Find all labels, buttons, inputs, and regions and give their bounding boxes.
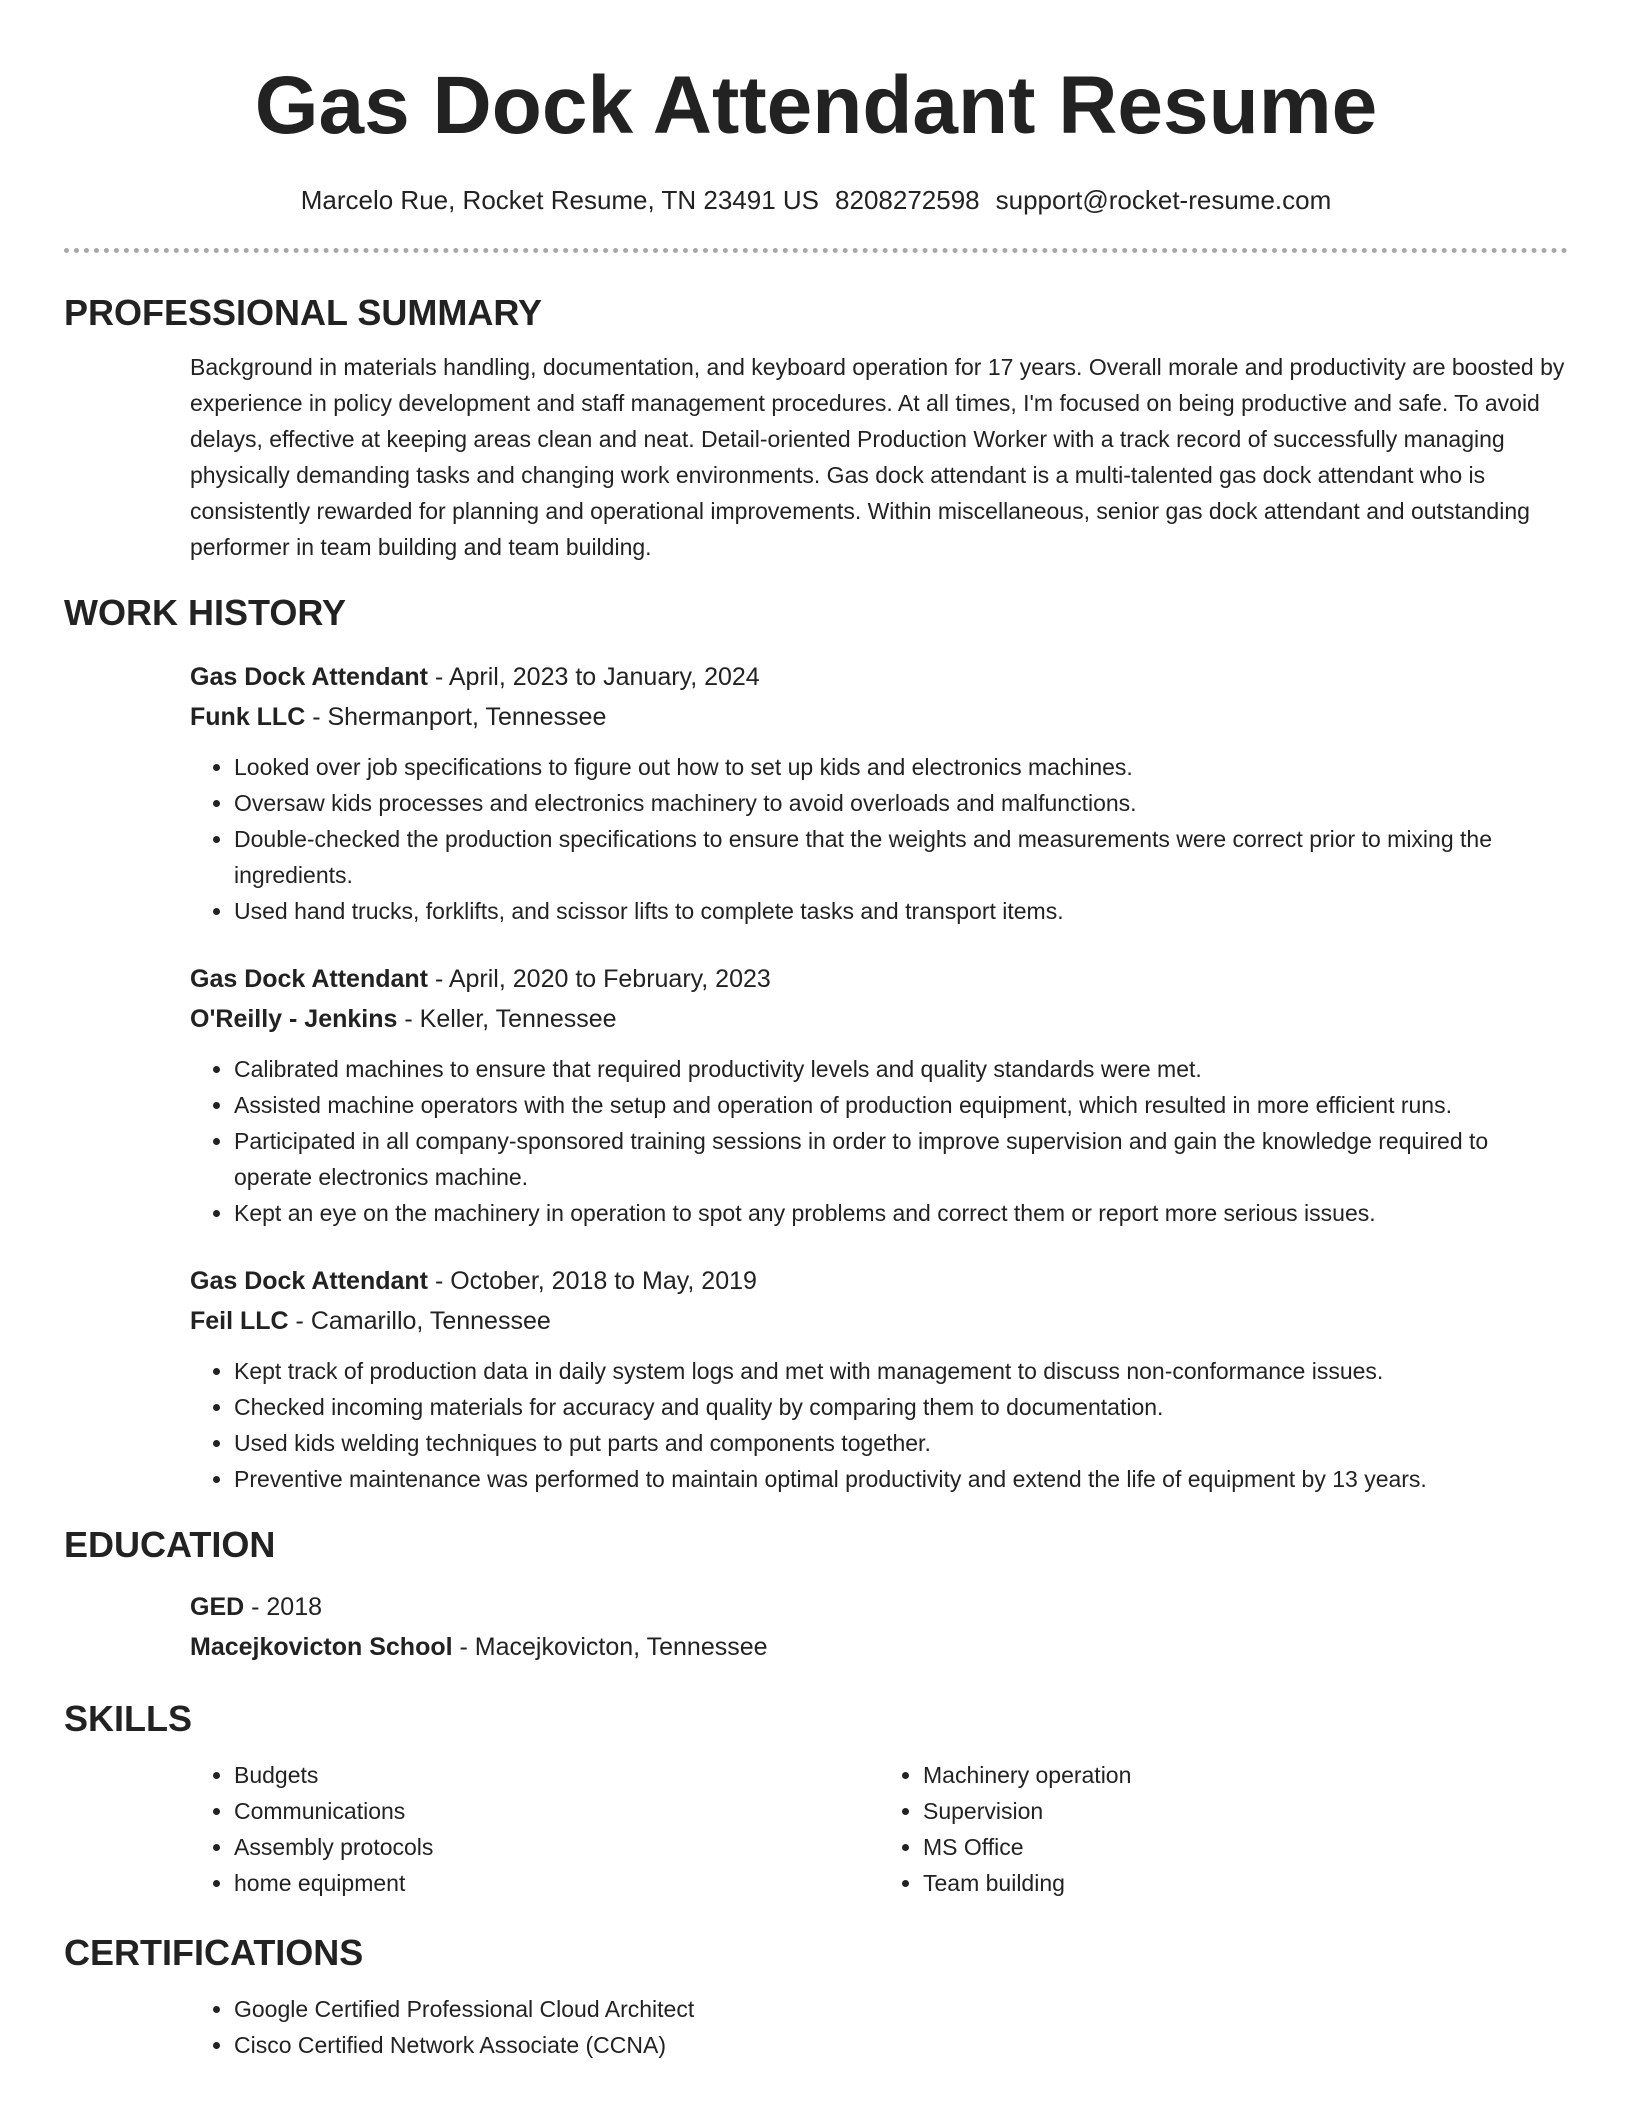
job-entry: [190, 1261, 1568, 1497]
certifications-items: [190, 1991, 1568, 2063]
list-item: • Calibrated machines to ensure that required productivity levels and quality standards were met.: [234, 1051, 1568, 1087]
job-title-line: [190, 1261, 1568, 1301]
job-company: Funk LLC: [190, 703, 306, 731]
job-bullets: [190, 749, 1568, 929]
education-heading: EDUCATION: [64, 1524, 276, 1565]
header-divider: [64, 248, 1568, 253]
list-item: • Kept track of production data in daily system logs and met with management to discuss non-conformance issues.: [234, 1353, 1568, 1389]
page-title: Gas Dock Attendant Resume: [254, 60, 1378, 151]
contact-phone: 8208272598: [835, 185, 980, 215]
list-item: • Assembly protocols: [234, 1829, 879, 1865]
list-item: • Used hand trucks, forklifts, and scissor lifts to complete tasks and transport items.: [234, 893, 1568, 929]
job-company-line: [190, 697, 1568, 737]
list-item: • Oversaw kids processes and electronics machinery to avoid overloads and malfunctions.: [234, 785, 1568, 821]
job-title: Gas Dock Attendant: [190, 663, 429, 691]
education-school-line: [190, 1627, 1568, 1667]
education-school: Macejkovicton School: [190, 1633, 453, 1661]
education-degree-line: [190, 1587, 1568, 1627]
job-location: - Camarillo, Tennessee: [288, 1307, 551, 1335]
job-entry: [190, 657, 1568, 929]
job-bullets: [190, 1353, 1568, 1497]
list-item: • Assisted machine operators with the setup and operation of production equipment, which resulted in more efficient runs.: [234, 1087, 1568, 1123]
education-year: - 2018: [244, 1593, 323, 1621]
list-item: • Looked over job specifications to figure out how to set up kids and electronics machines.: [234, 749, 1568, 785]
list-item: • Google Certified Professional Cloud Architect: [234, 1991, 1568, 2027]
skills-column-left: [190, 1757, 879, 1901]
job-company: O'Reilly - Jenkins: [190, 1005, 398, 1033]
job-company-line: [190, 999, 1568, 1039]
list-item: • Used kids welding techniques to put parts and components together.: [234, 1425, 1568, 1461]
education-location: - Macejkovicton, Tennessee: [452, 1633, 768, 1661]
job-location: - Shermanport, Tennessee: [305, 703, 607, 731]
list-item: • Kept an eye on the machinery in operation to spot any problems and correct them or report more serious issues.: [234, 1195, 1568, 1231]
job-dates: - October, 2018 to May, 2019: [428, 1267, 757, 1295]
skills-heading: SKILLS: [64, 1698, 193, 1739]
certifications-heading: CERTIFICATIONS: [64, 1932, 364, 1973]
work-history-heading: WORK HISTORY: [64, 592, 347, 633]
list-item: • Supervision: [923, 1793, 1568, 1829]
job-entry: [190, 959, 1568, 1231]
list-item: • Participated in all company-sponsored training sessions in order to improve supervision and gain the knowledge required to operate electronics machine.: [234, 1123, 1568, 1195]
list-item: • Communications: [234, 1793, 879, 1829]
certifications-list: [190, 1991, 1568, 2063]
job-title-line: [190, 959, 1568, 999]
list-item: • Cisco Certified Network Associate (CCNA): [234, 2027, 1568, 2063]
skills-list: [190, 1757, 1568, 1901]
list-item: • Preventive maintenance was performed to maintain optimal productivity and extend the life of equipment by 13 years.: [234, 1461, 1568, 1497]
contact-line: [64, 182, 1568, 218]
list-item: • Double-checked the production specifications to ensure that the weights and measurements were correct prior to mixing the ingredients.: [234, 821, 1568, 893]
list-item: • Machinery operation: [923, 1757, 1568, 1793]
list-item: • home equipment: [234, 1865, 879, 1901]
job-dates: - April, 2023 to January, 2024: [428, 663, 760, 691]
education-entry: [190, 1587, 1568, 1667]
education-degree: GED: [190, 1593, 245, 1621]
job-title: Gas Dock Attendant: [190, 965, 429, 993]
list-item: • Checked incoming materials for accuracy and quality by comparing them to documentation.: [234, 1389, 1568, 1425]
summary-heading: PROFESSIONAL SUMMARY: [64, 292, 543, 333]
list-item: • MS Office: [923, 1829, 1568, 1865]
job-location: - Keller, Tennessee: [397, 1005, 617, 1033]
job-bullets: [190, 1051, 1568, 1231]
contact-email: support@rocket-resume.com: [995, 185, 1332, 215]
job-title-line: [190, 657, 1568, 697]
list-item: • Budgets: [234, 1757, 879, 1793]
job-dates: - April, 2020 to February, 2023: [428, 965, 771, 993]
contact-address: Marcelo Rue, Rocket Resume, TN 23491 US: [300, 185, 820, 215]
skills-column-right: [879, 1757, 1568, 1901]
job-company-line: [190, 1301, 1568, 1341]
job-title: Gas Dock Attendant: [190, 1267, 429, 1295]
summary-text: Background in materials handling, documentation, and keyboard operation for 17 years. Overall morale and productivity are boosted by experience in policy development and staff management procedures. At all times, I'm focused on being productive and safe. To avoid delays, effective at keeping areas clean and neat. Detail-oriented Production Worker with a track record of successfully managing physically demanding tasks and changing work environments. Gas dock attendant is a multi-talented gas dock attendant who is consistently rewarded for planning and operational improvements. Within miscellaneous, senior gas dock attendant and outstanding performer in team building and team building.: [190, 354, 1565, 560]
job-company: Feil LLC: [190, 1307, 289, 1335]
list-item: • Team building: [923, 1865, 1568, 1901]
